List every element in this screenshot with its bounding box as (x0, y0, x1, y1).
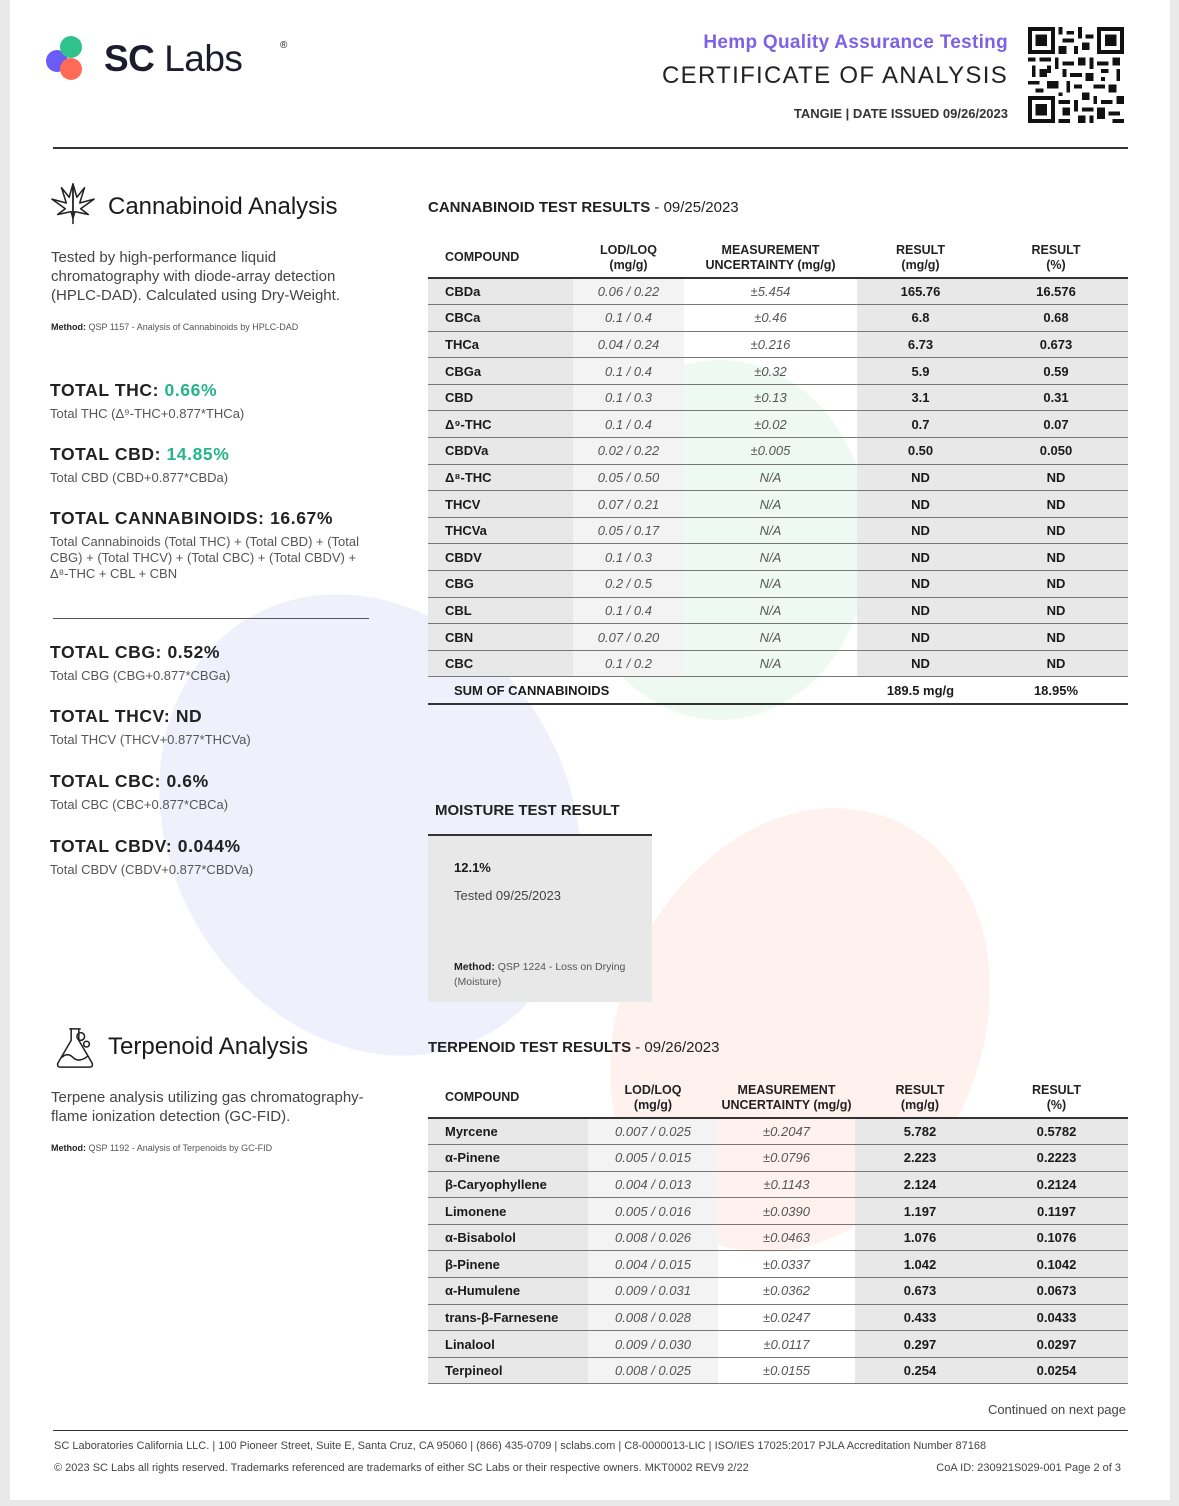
lod-loq-cell: 0.009 / 0.031 (588, 1278, 718, 1305)
logo-dot-red (60, 58, 82, 80)
result-mg-cell: 0.7 (857, 411, 984, 438)
lod-loq-cell: 0.008 / 0.028 (588, 1304, 718, 1331)
total-value: 0.044% (177, 836, 241, 856)
cannabinoid-section-title: Cannabinoid Analysis (108, 193, 338, 220)
compound-cell: CBDVa (428, 438, 573, 465)
lod-loq-cell: 0.07 / 0.21 (573, 491, 684, 518)
lod-loq-cell: 0.1 / 0.3 (573, 544, 684, 571)
compound-cell: CBDV (428, 544, 573, 571)
result-pct-cell: ND (984, 650, 1128, 677)
cannabinoid-results-table (428, 238, 1128, 705)
compound-cell: Δ⁹-THC (428, 411, 573, 438)
result-pct-cell: 0.07 (984, 411, 1128, 438)
total-formula: Total THC (Δ⁹-THC+0.877*THCa) (50, 406, 245, 421)
result-mg-cell: 0.254 (855, 1357, 985, 1384)
result-mg-cell: ND (857, 624, 984, 651)
table-row (428, 1304, 1128, 1331)
header-subtitle: Hemp Quality Assurance Testing (703, 32, 1008, 53)
uncertainty-cell: N/A (684, 624, 857, 651)
result-pct-cell: 0.2223 (985, 1145, 1128, 1172)
uncertainty-cell: N/A (684, 464, 857, 491)
uncertainty-cell: ±0.02 (684, 411, 857, 438)
cannabinoid-method: Method: QSP 1157 - Analysis of Cannabinoids by HPLC-DAD (51, 322, 299, 332)
column-header: RESULT (mg/g) (895, 242, 946, 272)
total-block (50, 706, 360, 748)
total-label: TOTAL CBC: 0.6% (50, 771, 209, 791)
total-label: TOTAL CANNABINOIDS: 16.67% (50, 508, 334, 528)
moisture-tested-date: Tested 09/25/2023 (454, 888, 561, 903)
compound-cell: α-Pinene (428, 1145, 588, 1172)
qr-code-icon (1028, 27, 1124, 123)
table-row (428, 1118, 1128, 1145)
table-row (428, 517, 1128, 544)
table-row (428, 384, 1128, 411)
compound-cell: CBGa (428, 358, 573, 385)
lod-loq-cell: 0.05 / 0.17 (573, 517, 684, 544)
total-label: TOTAL CBDV: 0.044% (50, 836, 241, 856)
terpenoid-description: Terpene analysis utilizing gas chromatography-flame ionization detection (GC-FID). (51, 1089, 364, 1125)
uncertainty-cell: ±0.2047 (718, 1118, 855, 1145)
column-header: RESULT (mg/g) (895, 1082, 945, 1112)
table-row (428, 650, 1128, 677)
footer-coa-id: CoA ID: 230921S029-001 Page 2 of 3 (936, 1462, 1121, 1474)
total-value: 0.6% (166, 771, 209, 791)
sc-labs-logo (46, 36, 288, 84)
result-pct-cell: ND (984, 544, 1128, 571)
result-pct-cell: 0.0673 (985, 1278, 1128, 1305)
total-formula: Total CBD (CBD+0.877*CBDa) (50, 470, 229, 485)
compound-cell: Myrcene (428, 1118, 588, 1145)
table-row (428, 597, 1128, 624)
result-pct-cell: 0.5782 (985, 1118, 1128, 1145)
total-formula: Total CBDV (CBDV+0.877*CBDVa) (50, 862, 254, 877)
total-block (50, 380, 360, 422)
lod-loq-cell: 0.02 / 0.22 (573, 438, 684, 465)
sum-pct: 18.95% (984, 677, 1128, 704)
lod-loq-cell: 0.05 / 0.50 (573, 464, 684, 491)
lod-loq-cell: 0.004 / 0.013 (588, 1171, 718, 1198)
column-header: MEASUREMENT UNCERTAINTY (mg/g) (705, 242, 836, 272)
terpenoid-table-caption: TERPENOID TEST RESULTS - 09/26/2023 (428, 1039, 720, 1056)
uncertainty-cell: ±0.0463 (718, 1224, 855, 1251)
uncertainty-cell: ±0.0796 (718, 1145, 855, 1172)
column-header: COMPOUND (445, 250, 520, 264)
compound-cell: α-Humulene (428, 1278, 588, 1305)
lod-loq-cell: 0.04 / 0.24 (573, 331, 684, 358)
lod-loq-cell: 0.1 / 0.4 (573, 358, 684, 385)
logo-dot-green (60, 36, 82, 58)
total-formula: Total CBC (CBC+0.877*CBCa) (50, 797, 229, 812)
result-pct-cell: ND (984, 464, 1128, 491)
logo-text: SC Labs (104, 38, 243, 79)
result-pct-cell: ND (984, 624, 1128, 651)
result-mg-cell: 0.50 (857, 438, 984, 465)
uncertainty-cell: ±0.216 (684, 331, 857, 358)
coa-page (10, 0, 1170, 1500)
sum-label: SUM OF CANNABINOIDS (428, 677, 857, 704)
cannabinoid-description: Tested by high-performance liquid chromatography with diode-array detection (HPLC-DAD). Calculated using Dry-Weight. (51, 249, 340, 304)
table-row (428, 624, 1128, 651)
result-pct-cell: 0.673 (984, 331, 1128, 358)
table-row (428, 1198, 1128, 1225)
header-title: CERTIFICATE OF ANALYSIS (662, 62, 1008, 89)
header-meta: TANGIE | DATE ISSUED 09/26/2023 (793, 106, 1008, 121)
lod-loq-cell: 0.1 / 0.4 (573, 597, 684, 624)
table-row (428, 1278, 1128, 1305)
uncertainty-cell: ±0.46 (684, 305, 857, 332)
terpenoid-method: Method: QSP 1192 - Analysis of Terpenoids by GC-FID (51, 1143, 273, 1153)
result-mg-cell: 5.782 (855, 1118, 985, 1145)
table-row (428, 1145, 1128, 1172)
result-pct-cell: 0.2124 (985, 1171, 1128, 1198)
lod-loq-cell: 0.1 / 0.3 (573, 384, 684, 411)
total-formula: Total CBG (CBG+0.877*CBGa) (50, 668, 231, 683)
result-pct-cell: ND (984, 491, 1128, 518)
result-mg-cell: 1.042 (855, 1251, 985, 1278)
result-mg-cell: ND (857, 650, 984, 677)
total-value: 0.52% (167, 642, 221, 662)
terpenoid-section-title: Terpenoid Analysis (108, 1033, 309, 1060)
column-header: COMPOUND (445, 1090, 520, 1104)
result-mg-cell: 6.8 (857, 305, 984, 332)
result-pct-cell: 0.68 (984, 305, 1128, 332)
result-mg-cell: ND (857, 571, 984, 598)
uncertainty-cell: ±0.0390 (718, 1198, 855, 1225)
table-row (428, 358, 1128, 385)
table-row (428, 464, 1128, 491)
table-row (428, 1171, 1128, 1198)
total-block (50, 642, 360, 684)
uncertainty-cell: ±0.32 (684, 358, 857, 385)
lod-loq-cell: 0.07 / 0.20 (573, 624, 684, 651)
table-row (428, 1331, 1128, 1358)
compound-cell: CBD (428, 384, 573, 411)
lod-loq-cell: 0.008 / 0.025 (588, 1357, 718, 1384)
column-header: LOD/LOQ (mg/g) (624, 1082, 682, 1112)
uncertainty-cell: ±0.0247 (718, 1304, 855, 1331)
result-mg-cell: 2.124 (855, 1171, 985, 1198)
column-header: MEASUREMENT UNCERTAINTY (mg/g) (721, 1082, 852, 1112)
column-header: RESULT (%) (1031, 1082, 1082, 1112)
table-row (428, 1251, 1128, 1278)
result-pct-cell: 16.576 (984, 278, 1128, 305)
compound-cell: CBC (428, 650, 573, 677)
result-mg-cell: 3.1 (857, 384, 984, 411)
lod-loq-cell: 0.1 / 0.2 (573, 650, 684, 677)
lod-loq-cell: 0.1 / 0.4 (573, 305, 684, 332)
total-label: TOTAL THCV: ND (50, 706, 203, 726)
uncertainty-cell: ±0.13 (684, 384, 857, 411)
result-mg-cell: ND (857, 517, 984, 544)
table-row (428, 1357, 1128, 1384)
moisture-title: MOISTURE TEST RESULT (435, 802, 620, 819)
terpene-flask-icon (52, 1025, 98, 1071)
table-row (428, 438, 1128, 465)
result-pct-cell: 0.1197 (985, 1198, 1128, 1225)
total-value: ND (175, 706, 203, 726)
total-value: 0.66% (164, 380, 218, 400)
result-mg-cell: ND (857, 544, 984, 571)
compound-cell: CBL (428, 597, 573, 624)
moisture-method: Method: QSP 1224 - Loss on Drying (Moisture) (454, 961, 626, 988)
result-mg-cell: 165.76 (857, 278, 984, 305)
logo-registered-mark: ® (280, 40, 288, 51)
result-mg-cell: 0.297 (855, 1331, 985, 1358)
result-pct-cell: ND (984, 597, 1128, 624)
total-block (50, 508, 360, 582)
compound-cell: THCVa (428, 517, 573, 544)
result-mg-cell: 5.9 (857, 358, 984, 385)
result-mg-cell: 6.73 (857, 331, 984, 358)
total-block (50, 771, 360, 813)
sum-row (428, 677, 1128, 704)
terpenoid-results-table (428, 1078, 1128, 1384)
total-formula: Total Cannabinoids (Total THC) + (Total CBD) + (Total CBG) + (Total THCV) + (Total CBC) + (Total CBDV) + Δ⁸-THC + CBL + CBN (50, 534, 359, 581)
uncertainty-cell: ±0.0155 (718, 1357, 855, 1384)
compound-cell: α-Bisabolol (428, 1224, 588, 1251)
compound-cell: CBG (428, 571, 573, 598)
table-row (428, 411, 1128, 438)
result-mg-cell: 1.076 (855, 1224, 985, 1251)
total-block (50, 444, 360, 486)
compound-cell: Terpineol (428, 1357, 588, 1384)
uncertainty-cell: N/A (684, 650, 857, 677)
sum-mg: 189.5 mg/g (857, 677, 984, 704)
compound-cell: THCa (428, 331, 573, 358)
compound-cell: Δ⁸-THC (428, 464, 573, 491)
result-pct-cell: 0.31 (984, 384, 1128, 411)
result-mg-cell: 1.197 (855, 1198, 985, 1225)
result-mg-cell: 2.223 (855, 1145, 985, 1172)
total-value: 14.85% (166, 444, 230, 464)
result-pct-cell: 0.1076 (985, 1224, 1128, 1251)
total-value: 16.67% (270, 508, 334, 528)
result-mg-cell: 0.433 (855, 1304, 985, 1331)
lod-loq-cell: 0.009 / 0.030 (588, 1331, 718, 1358)
compound-cell: trans-β-Farnesene (428, 1304, 588, 1331)
cannabis-leaf-icon (50, 180, 96, 226)
uncertainty-cell: ±0.1143 (718, 1171, 855, 1198)
result-mg-cell: ND (857, 597, 984, 624)
lod-loq-cell: 0.2 / 0.5 (573, 571, 684, 598)
continued-note: Continued on next page (987, 1402, 1126, 1417)
lod-loq-cell: 0.005 / 0.015 (588, 1145, 718, 1172)
footer-divider (53, 1430, 1128, 1431)
table-row (428, 571, 1128, 598)
column-header: RESULT (%) (1031, 242, 1081, 272)
table-row (428, 331, 1128, 358)
moisture-value: 12.1% (454, 860, 491, 875)
lod-loq-cell: 0.008 / 0.026 (588, 1224, 718, 1251)
uncertainty-cell: N/A (684, 597, 857, 624)
uncertainty-cell: ±0.0362 (718, 1278, 855, 1305)
result-pct-cell: 0.0297 (985, 1331, 1128, 1358)
lod-loq-cell: 0.1 / 0.4 (573, 411, 684, 438)
table-row (428, 544, 1128, 571)
result-pct-cell: ND (984, 571, 1128, 598)
uncertainty-cell: ±0.0337 (718, 1251, 855, 1278)
lod-loq-cell: 0.007 / 0.025 (588, 1118, 718, 1145)
result-pct-cell: 0.0433 (985, 1304, 1128, 1331)
uncertainty-cell: N/A (684, 544, 857, 571)
compound-cell: THCV (428, 491, 573, 518)
uncertainty-cell: N/A (684, 571, 857, 598)
uncertainty-cell: ±0.0117 (718, 1331, 855, 1358)
footer-copyright: © 2023 SC Labs all rights reserved. Trademarks referenced are trademarks of either SC Labs or their respective owners. MKT0002 REV9 2/22 (54, 1462, 749, 1474)
header-divider (53, 147, 1128, 149)
column-header: LOD/LOQ (mg/g) (600, 242, 657, 272)
total-label: TOTAL CBG: 0.52% (50, 642, 221, 662)
result-mg-cell: 0.673 (855, 1278, 985, 1305)
lod-loq-cell: 0.004 / 0.015 (588, 1251, 718, 1278)
uncertainty-cell: N/A (684, 517, 857, 544)
cannabinoid-table-caption: CANNABINOID TEST RESULTS - 09/25/2023 (428, 199, 739, 216)
compound-cell: CBDa (428, 278, 573, 305)
compound-cell: Limonene (428, 1198, 588, 1225)
table-row (428, 491, 1128, 518)
result-pct-cell: 0.59 (984, 358, 1128, 385)
table-row (428, 278, 1128, 305)
result-mg-cell: ND (857, 491, 984, 518)
result-pct-cell: 0.1042 (985, 1251, 1128, 1278)
result-pct-cell: 0.0254 (985, 1357, 1128, 1384)
footer-address: SC Laboratories California LLC. | 100 Pioneer Street, Suite E, Santa Cruz, CA 95060 | (866) 435-0709 | sclabs.com | C8-0000013-LIC | ISO/IES 17025:2017 PJLA Accreditation Number 87168 (54, 1440, 987, 1452)
total-label: TOTAL CBD: 14.85% (50, 444, 230, 464)
compound-cell: CBN (428, 624, 573, 651)
compound-cell: CBCa (428, 305, 573, 332)
compound-cell: β-Caryophyllene (428, 1171, 588, 1198)
total-label: TOTAL THC: 0.66% (50, 380, 218, 400)
table-row (428, 305, 1128, 332)
total-block (50, 836, 360, 878)
table-row (428, 1224, 1128, 1251)
uncertainty-cell: ±5.454 (684, 278, 857, 305)
totals-divider (53, 618, 369, 619)
result-pct-cell: 0.050 (984, 438, 1128, 465)
lod-loq-cell: 0.06 / 0.22 (573, 278, 684, 305)
uncertainty-cell: N/A (684, 491, 857, 518)
uncertainty-cell: ±0.005 (684, 438, 857, 465)
lod-loq-cell: 0.005 / 0.016 (588, 1198, 718, 1225)
total-formula: Total THCV (THCV+0.877*THCVa) (50, 732, 251, 747)
result-pct-cell: ND (984, 517, 1128, 544)
result-mg-cell: ND (857, 464, 984, 491)
compound-cell: Linalool (428, 1331, 588, 1358)
compound-cell: β-Pinene (428, 1251, 588, 1278)
